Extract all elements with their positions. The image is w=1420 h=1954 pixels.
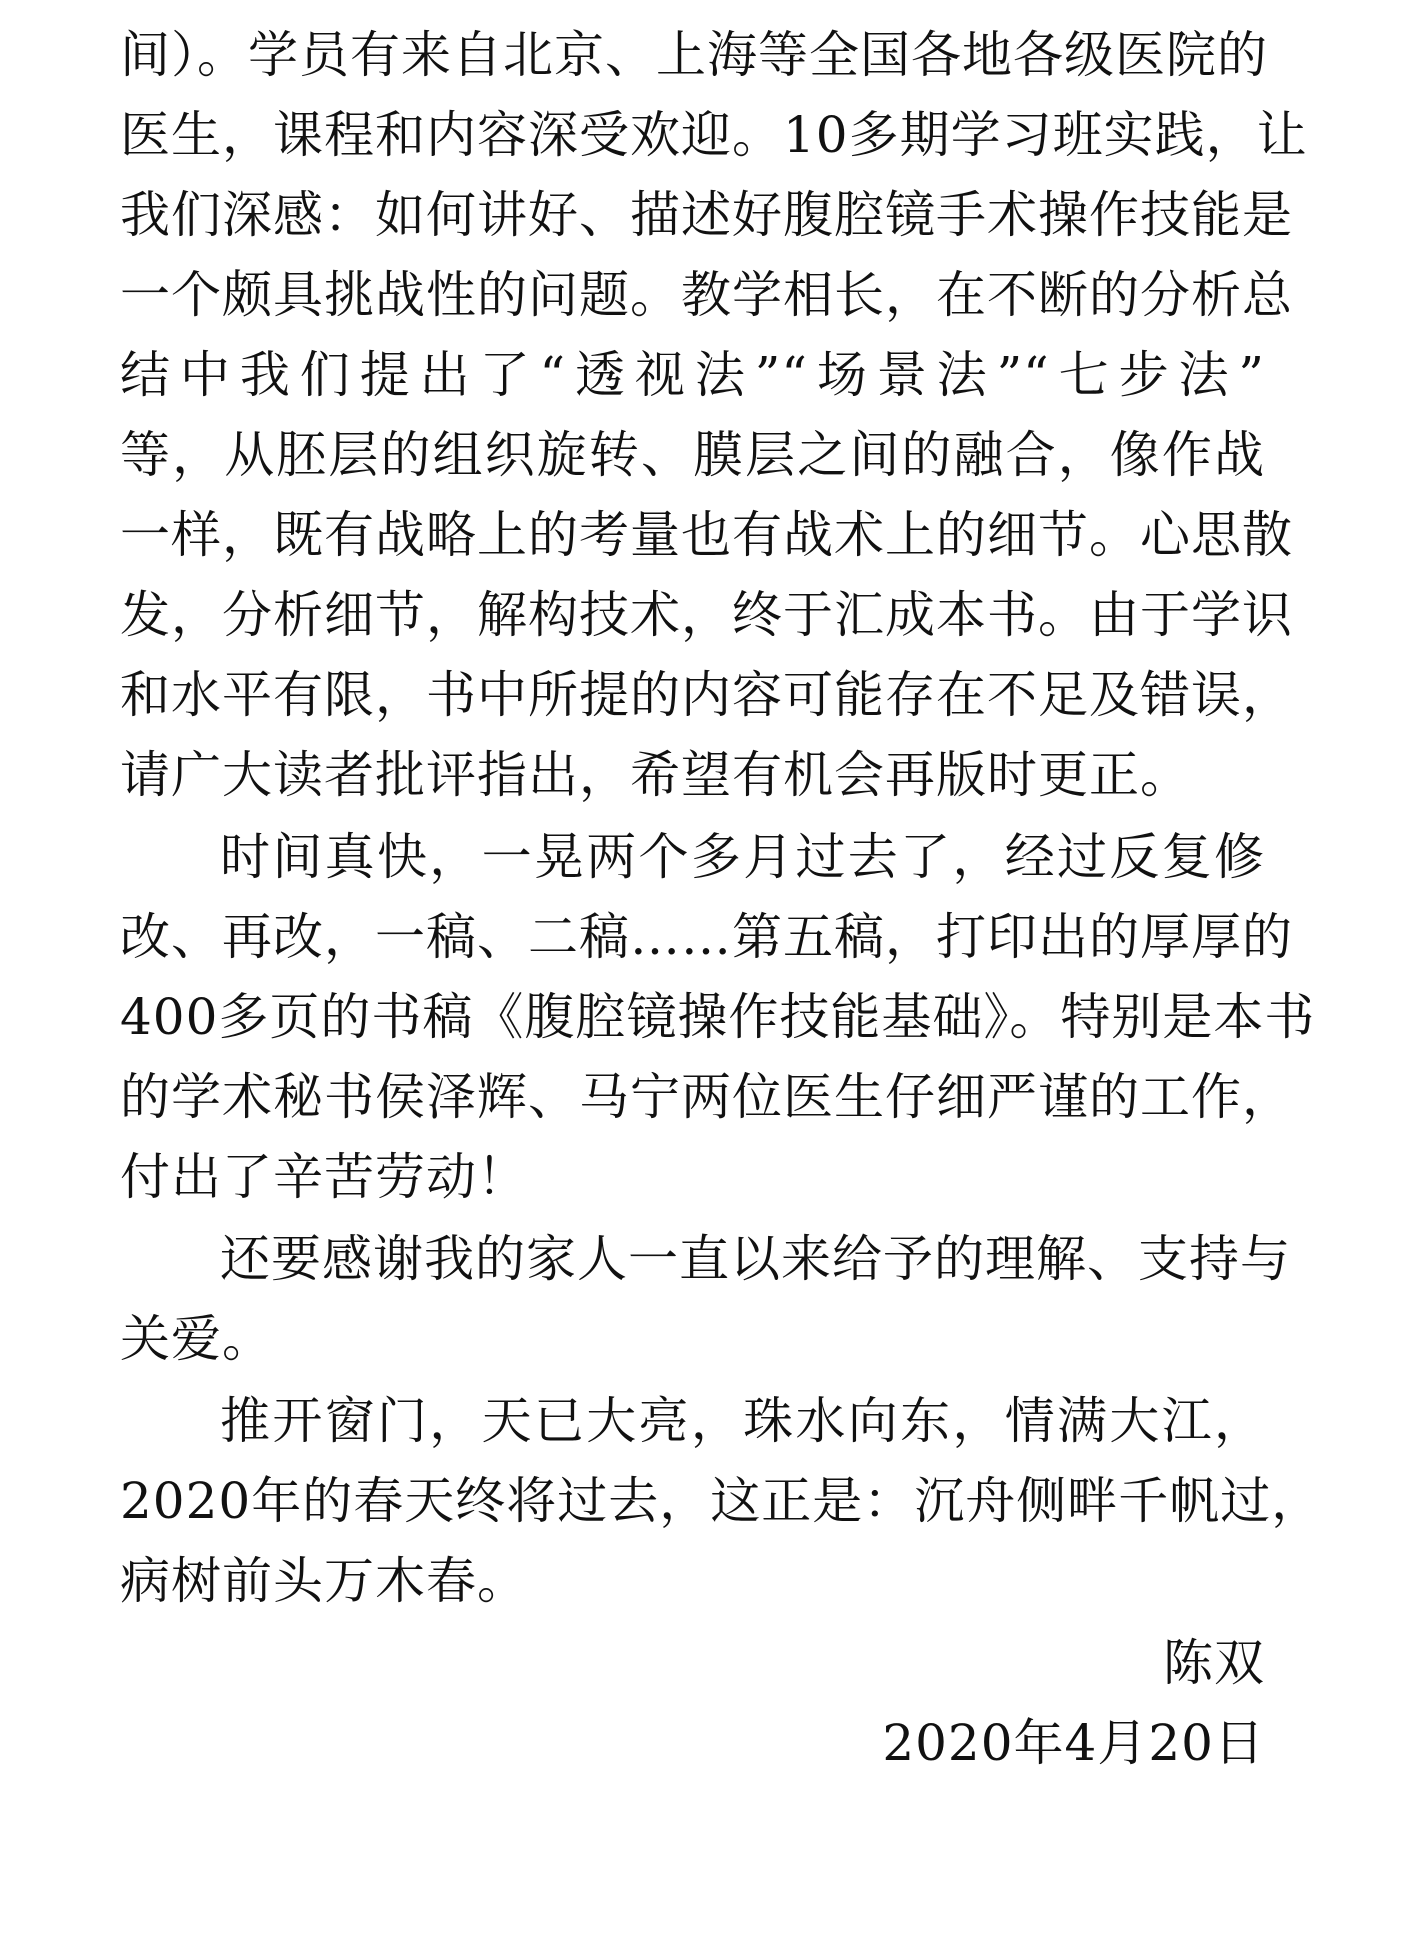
text-line: 等，从胚层的组织旋转、膜层之间的融合，像作战 — [120, 426, 1265, 484]
text-line: 一样，既有战略上的考量也有战术上的细节。心思散 — [120, 506, 1293, 564]
text-line: 我们深感：如何讲好、描述好腹腔镜手术操作技能是 — [120, 186, 1293, 244]
text-line: 改、再改，一稿、二稿……第五稿，打印出的厚厚的 — [120, 908, 1293, 966]
text-line: 还要感谢我的家人一直以来给予的理解、支持与 — [220, 1230, 1291, 1288]
text-line: 间）。学员有来自北京、上海等全国各地各级医院的 — [120, 26, 1268, 84]
text-line: 400多页的书稿《腹腔镜操作技能基础》。特别是本书 — [120, 988, 1316, 1046]
text-line: 付出了辛苦劳动！ — [120, 1148, 528, 1206]
text-line: 的学术秘书侯泽辉、马宁两位医生仔细严谨的工作， — [120, 1068, 1293, 1126]
text-line: 医生，课程和内容深受欢迎。10多期学习班实践，让 — [120, 106, 1308, 164]
signature-date: 2020年4月20日 — [882, 1714, 1265, 1772]
text-line: 发，分析细节，解构技术，终于汇成本书。由于学识 — [120, 586, 1293, 644]
text-line: 和水平有限，书中所提的内容可能存在不足及错误， — [120, 666, 1293, 724]
text-line: 2020年的春天终将过去，这正是：沉舟侧畔千帆过， — [120, 1472, 1323, 1530]
text-line: 时间真快，一晃两个多月过去了，经过反复修 — [220, 828, 1265, 886]
text-line: 病树前头万木春。 — [120, 1552, 528, 1610]
text-line: 请广大读者批评指出，希望有机会再版时更正。 — [120, 746, 1191, 804]
text-line: 关爱。 — [120, 1310, 273, 1368]
text-line: 一个颇具挑战性的问题。教学相长，在不断的分析总 — [120, 266, 1293, 324]
signature-name: 陈双 — [1163, 1634, 1265, 1692]
text-line: 结中我们提出了“透视法”“场景法”“七步法” — [120, 346, 1265, 404]
text-line: 推开窗门，天已大亮，珠水向东，情满大江， — [220, 1392, 1265, 1450]
